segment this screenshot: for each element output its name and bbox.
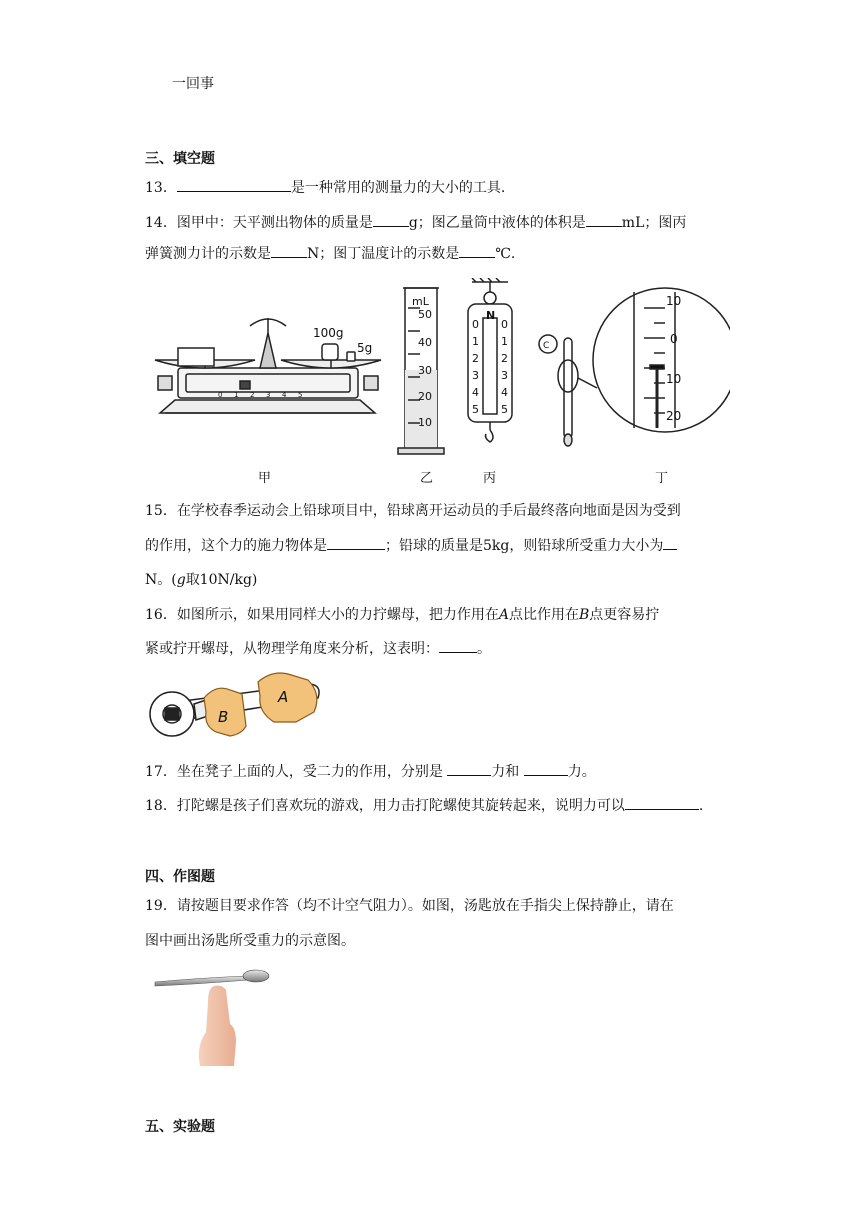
question-16-line-2 bbox=[145, 638, 491, 658]
question-13-text: 是一种常用的测量力的大小的工具. bbox=[290, 180, 506, 196]
answer-blank[interactable] bbox=[177, 177, 291, 192]
figure-caption-ding: 丁 bbox=[655, 471, 669, 486]
question-15-text-b: ；铅球的质量是5kg，则铅球所受重力大小为 bbox=[385, 538, 664, 554]
question-16-line-1 bbox=[145, 604, 659, 624]
question-13-number: 13． bbox=[145, 180, 177, 196]
spring-scale-right-tick: 4 bbox=[501, 386, 508, 399]
spring-scale-right-tick: 1 bbox=[501, 335, 508, 348]
question-14-text-f: ℃. bbox=[495, 246, 516, 262]
question-15-text-d: 取10N/kg) bbox=[185, 572, 258, 588]
cylinder-tick: 40 bbox=[418, 336, 432, 349]
figure-caption-jia: 甲 bbox=[258, 471, 272, 486]
thermometer-tick: 10 bbox=[666, 372, 682, 386]
balance-scale-tick: 3 bbox=[266, 391, 271, 399]
thermometer-tick: 20 bbox=[666, 409, 682, 423]
question-15-text-c: N。( bbox=[145, 572, 177, 588]
thermometer bbox=[539, 288, 730, 446]
question-16-text-d: 紧或拧开螺母，从物理学角度来分析，这表明： bbox=[145, 641, 439, 657]
question-17-text-b: 力和 bbox=[491, 764, 520, 780]
spring-scale-right-tick: 3 bbox=[501, 369, 508, 382]
question-16-text-c: 点更容易拧 bbox=[589, 607, 660, 623]
answer-blank[interactable] bbox=[524, 761, 568, 776]
spring-scale-left-tick: 3 bbox=[472, 369, 479, 382]
thermometer-small-c: C bbox=[543, 341, 550, 351]
wrench-label-a: A bbox=[278, 688, 289, 706]
question-17-text-c: 力。 bbox=[567, 764, 596, 780]
balance-scale-tick: 1 bbox=[234, 391, 239, 399]
section-heading-drawing: 四、作图题 bbox=[145, 869, 215, 885]
measuring-instruments-figure bbox=[150, 278, 730, 463]
balance-scale-tick: 0 bbox=[218, 391, 223, 399]
cylinder-unit: mL bbox=[412, 295, 429, 308]
question-18-text: 18．打陀螺是孩子们喜欢玩的游戏，用力击打陀螺使其旋转起来，说明力可以 bbox=[145, 798, 625, 814]
balance-weight-100g: 100g bbox=[313, 326, 344, 340]
figure-caption-bing: 丙 bbox=[483, 471, 497, 486]
balance-scale-tick: 5 bbox=[298, 391, 303, 399]
question-14-text-e: N；图丁温度计的示数是 bbox=[307, 246, 460, 262]
balance-weight-5g: 5g bbox=[357, 341, 373, 355]
question-17-text-a: 17．坐在凳子上面的人，受二力的作用，分别是 bbox=[145, 764, 443, 780]
balance-scale-tick: 2 bbox=[250, 391, 255, 399]
answer-blank[interactable] bbox=[373, 212, 409, 227]
answer-blank[interactable] bbox=[327, 535, 385, 550]
answer-blank[interactable] bbox=[625, 795, 699, 810]
point-b-label: B bbox=[578, 607, 590, 623]
question-19-line-1: 19．请按题目要求作答（均不计空气阻力）。如图，汤匙放在手指尖上保持静止，请在 bbox=[145, 898, 674, 914]
question-15-line-3 bbox=[145, 569, 257, 589]
answer-blank[interactable] bbox=[586, 212, 622, 227]
question-14-line-2 bbox=[145, 243, 515, 263]
spring-scale-unit: N bbox=[486, 309, 496, 322]
question-14-text-a: 14．图甲中：天平测出物体的质量是 bbox=[145, 215, 373, 231]
question-14-line-1 bbox=[145, 212, 686, 232]
point-a-label: A bbox=[498, 607, 509, 623]
question-14-text-b: g；图乙量筒中液体的体积是 bbox=[408, 215, 586, 231]
question-15-text-a: 的作用，这个力的施力物体是 bbox=[145, 538, 327, 554]
wrench-label-b: B bbox=[218, 708, 229, 726]
section-heading-experiment: 五、实验题 bbox=[145, 1119, 215, 1135]
spring-scale-left-tick: 1 bbox=[472, 335, 479, 348]
question-16-text-e: 。 bbox=[477, 641, 491, 657]
spring-scale-left-tick: 2 bbox=[472, 352, 479, 365]
spring-scale-right-tick: 2 bbox=[501, 352, 508, 365]
thermometer-tick: 0 bbox=[670, 332, 678, 346]
question-14-text-d: 弹簧测力计的示数是 bbox=[145, 246, 271, 262]
answer-blank[interactable] bbox=[447, 761, 491, 776]
question-16-text-b: 点比作用在 bbox=[508, 607, 579, 623]
spring-scale-right-tick: 5 bbox=[501, 403, 508, 416]
gravity-symbol: g bbox=[176, 572, 186, 588]
figure-caption-yi: 乙 bbox=[420, 471, 434, 486]
wrench-figure bbox=[146, 668, 326, 744]
spring-scale-right-tick: 0 bbox=[501, 318, 508, 331]
answer-blank[interactable] bbox=[439, 638, 477, 653]
cylinder-tick: 10 bbox=[418, 416, 432, 429]
question-15-line-2 bbox=[145, 535, 677, 555]
question-18 bbox=[145, 795, 703, 815]
spring-scale-left-tick: 4 bbox=[472, 386, 479, 399]
question-13 bbox=[145, 177, 505, 197]
cylinder-tick: 50 bbox=[418, 308, 432, 321]
answer-blank[interactable] bbox=[663, 535, 677, 550]
cylinder-tick: 20 bbox=[418, 390, 432, 403]
thermometer-tick: 10 bbox=[666, 294, 682, 308]
previous-question-tail: 一回事 bbox=[172, 76, 214, 92]
question-15-line-1: 15．在学校春季运动会上铅球项目中，铅球离开运动员的手后最终落向地面是因为受到 bbox=[145, 503, 681, 519]
question-18-end: . bbox=[698, 798, 704, 814]
question-16-text-a: 16．如图所示，如果用同样大小的力拧螺母，把力作用在 bbox=[145, 607, 499, 623]
section-heading-fill-blank: 三、填空题 bbox=[145, 151, 215, 167]
question-19-line-2: 图中画出汤匙所受重力的示意图。 bbox=[145, 933, 355, 949]
answer-blank[interactable] bbox=[271, 243, 307, 258]
question-14-text-c: mL；图丙 bbox=[621, 215, 687, 231]
spring-scale-left-tick: 0 bbox=[472, 318, 479, 331]
spoon-on-finger-figure bbox=[150, 962, 275, 1070]
cylinder-tick: 30 bbox=[418, 364, 432, 377]
question-17 bbox=[145, 761, 596, 781]
answer-blank[interactable] bbox=[459, 243, 495, 258]
balance-scale-tick: 4 bbox=[282, 391, 287, 399]
spring-scale-left-tick: 5 bbox=[472, 403, 479, 416]
